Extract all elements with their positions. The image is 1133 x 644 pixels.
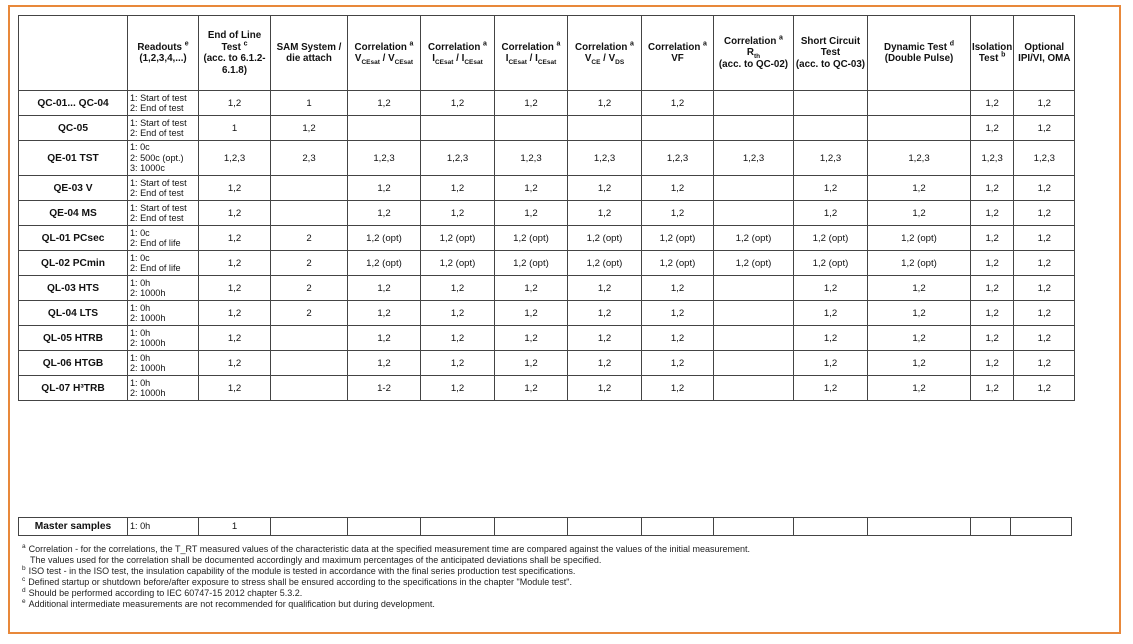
table-cell: 1,2 (868, 326, 971, 351)
column-header: Correlation $^a$ $I_{CEsat} / I_{CEsat}$ (421, 16, 495, 91)
column-header: Isolation Test $^b$ (971, 16, 1014, 91)
column-header: Correlation $^a$ VF (642, 16, 714, 91)
table-cell: 1,2 (568, 301, 642, 326)
table-cell: 1,2,3 (421, 141, 495, 176)
table-cell (642, 518, 714, 536)
table-cell: 1,2 (495, 276, 568, 301)
table-cell: 1-2 (348, 376, 421, 401)
row-label: QL-03 HTS (19, 276, 128, 301)
table-cell (868, 518, 971, 536)
table-cell: 1,2 (opt) (421, 251, 495, 276)
table-cell (714, 326, 794, 351)
table-row (19, 201, 1075, 226)
table-cell: 1,2 (794, 351, 868, 376)
table-cell: 1,2 (1014, 226, 1075, 251)
table-cell: 1,2 (642, 351, 714, 376)
table-cell: 1,2 (971, 116, 1014, 141)
column-header: End of Line Test $^c$ (acc. to 6.1.2-6.1.8) (199, 16, 271, 91)
table-cell (714, 518, 794, 536)
column-header: Correlation $^a$ $R_{th}$ (acc. to QC-02) (714, 16, 794, 91)
table-cell: 1,2 (642, 201, 714, 226)
table-cell: 1,2 (1014, 176, 1075, 201)
readouts-cell: 1: 0h 2: 1000h (128, 276, 199, 301)
table-cell: 1,2 (495, 326, 568, 351)
table-cell: 1,2 (421, 201, 495, 226)
table-cell: 1,2 (199, 176, 271, 201)
table-row (19, 351, 1075, 376)
table-cell (794, 116, 868, 141)
table-cell: 1,2 (348, 201, 421, 226)
column-header: Dynamic Test $^d$ (Double Pulse) (868, 16, 971, 91)
table-cell: 1,2 (opt) (495, 251, 568, 276)
row-label: QE-04 MS (19, 201, 128, 226)
table-cell: 1,2 (971, 226, 1014, 251)
table-cell: 1,2 (opt) (868, 226, 971, 251)
table-row (19, 141, 1075, 176)
table-cell: 1,2 (568, 351, 642, 376)
table-cell: 1,2 (495, 301, 568, 326)
table-cell: 1,2 (642, 176, 714, 201)
table-cell: 1,2 (642, 91, 714, 116)
table-cell: 1,2 (868, 301, 971, 326)
table-cell: 1,2 (1014, 301, 1075, 326)
table-cell: 1,2,3 (495, 141, 568, 176)
table-cell: 1,2 (868, 351, 971, 376)
table-cell (714, 301, 794, 326)
readouts-cell: 1: 0c 2: End of life (128, 226, 199, 251)
table-cell: 1,2 (421, 176, 495, 201)
table-cell: 1,2 (421, 276, 495, 301)
table-cell (568, 518, 642, 536)
table-cell: 2,3 (271, 141, 348, 176)
readouts-cell: 1: 0h 2: 1000h (128, 351, 199, 376)
table-cell: 1,2,3 (642, 141, 714, 176)
table-row (19, 326, 1075, 351)
table-cell: 1,2 (568, 376, 642, 401)
table-cell: 1,2 (971, 376, 1014, 401)
table-cell: 1,2 (1014, 326, 1075, 351)
table-cell: 1,2 (421, 351, 495, 376)
footnote: $^c$ Defined startup or shutdown before/after exposure to stress shall be ensured according to the specifications in the chapter "Module test". (22, 576, 572, 588)
table-cell (714, 376, 794, 401)
table-cell (421, 518, 495, 536)
table-cell: 1,2 (348, 301, 421, 326)
table-cell: 2 (271, 276, 348, 301)
table-cell (714, 351, 794, 376)
table-cell: 1,2 (794, 301, 868, 326)
table-cell: 1,2,3 (1014, 141, 1075, 176)
table-cell: 1,2 (1014, 276, 1075, 301)
master-samples-row (19, 518, 1072, 536)
table-cell: 1,2 (642, 276, 714, 301)
table-cell: 1,2 (868, 376, 971, 401)
table-cell: 1,2 (348, 91, 421, 116)
table-cell (495, 518, 568, 536)
readouts-cell: 1: Start of test 2: End of test (128, 116, 199, 141)
table-row (19, 116, 1075, 141)
table-row (19, 176, 1075, 201)
table-cell: 2 (271, 301, 348, 326)
table-cell (714, 276, 794, 301)
table-cell: 1,2 (868, 201, 971, 226)
table-cell: 1,2 (971, 301, 1014, 326)
table-cell: 1,2 (1014, 251, 1075, 276)
readouts-cell: 1: 0c 2: 500c (opt.) 3: 1000c (128, 141, 199, 176)
table-cell: 1,2 (868, 176, 971, 201)
table-cell: 1,2 (348, 276, 421, 301)
readouts-cell: 1: 0h (128, 518, 199, 536)
row-label: QC-01... QC-04 (19, 91, 128, 116)
table-cell: 1 (199, 116, 271, 141)
table-cell: 1,2 (199, 301, 271, 326)
table-cell: 1,2 (opt) (568, 251, 642, 276)
table-cell (794, 518, 868, 536)
table-cell: 1,2 (1014, 91, 1075, 116)
table-cell: 2 (271, 226, 348, 251)
table-cell: 1,2 (971, 91, 1014, 116)
row-label: QL-06 HTGB (19, 351, 128, 376)
readouts-cell: 1: 0h 2: 1000h (128, 301, 199, 326)
column-header: Correlation $^a$ $V_{CEsat} / V_{CEsat}$ (348, 16, 421, 91)
table-cell: 1,2 (1014, 116, 1075, 141)
table-cell: 1,2 (971, 251, 1014, 276)
table-cell: 1,2 (opt) (714, 251, 794, 276)
readouts-cell: 1: 0c 2: End of life (128, 251, 199, 276)
table-cell: 1,2 (495, 91, 568, 116)
table-cell: 1,2 (348, 176, 421, 201)
row-label: Master samples (19, 518, 128, 536)
table-cell (271, 376, 348, 401)
row-label: QC-05 (19, 116, 128, 141)
table-cell: 1,2 (568, 91, 642, 116)
table-cell: 1,2 (199, 201, 271, 226)
table-cell: 1,2 (495, 376, 568, 401)
table-cell: 1,2,3 (868, 141, 971, 176)
column-header: Correlation $^a$ $I_{CEsat} / I_{CEsat}$ (495, 16, 568, 91)
table-cell: 1,2,3 (348, 141, 421, 176)
table-cell: 1,2 (199, 326, 271, 351)
table-cell: 1,2 (opt) (421, 226, 495, 251)
table-cell (714, 116, 794, 141)
table-row (19, 376, 1075, 401)
table-cell: 1,2,3 (568, 141, 642, 176)
table-header-row (19, 16, 1075, 91)
column-header: Readouts $^e$ (1,2,3,4,...) (128, 16, 199, 91)
table-cell: 1,2 (opt) (642, 226, 714, 251)
table-cell: 1 (271, 91, 348, 116)
table-cell: 1,2 (642, 376, 714, 401)
footnote: $^b$ ISO test - in the ISO test, the insulation capability of the module is tested in accordance with the final series production test specifications. (22, 565, 576, 577)
table-cell: 1,2 (opt) (794, 226, 868, 251)
readouts-cell: 1: 0h 2: 1000h (128, 376, 199, 401)
readouts-cell: 1: 0h 2: 1000h (128, 326, 199, 351)
table-cell: 1,2 (opt) (794, 251, 868, 276)
table-cell (868, 91, 971, 116)
column-header: Correlation $^a$ $V_{CE} / V_{DS}$ (568, 16, 642, 91)
table-row (19, 91, 1075, 116)
row-label: QL-01 PCsec (19, 226, 128, 251)
row-label: QL-07 H³TRB (19, 376, 128, 401)
table-row (19, 226, 1075, 251)
table-cell: 1,2 (199, 276, 271, 301)
table-cell (348, 116, 421, 141)
table-cell: 1,2 (199, 251, 271, 276)
table-cell (271, 176, 348, 201)
table-row (19, 301, 1075, 326)
table-cell: 1,2 (568, 201, 642, 226)
table-cell: 1,2 (1014, 201, 1075, 226)
table-cell: 1,2 (421, 301, 495, 326)
readouts-cell: 1: Start of test 2: End of test (128, 201, 199, 226)
table-cell: 1,2 (421, 91, 495, 116)
table-cell: 1,2 (568, 326, 642, 351)
master-samples-table (18, 517, 1072, 536)
table-cell: 1,2 (794, 176, 868, 201)
column-header: Optional IPI/VI, OMA (1014, 16, 1075, 91)
table-cell: 1,2 (opt) (495, 226, 568, 251)
table-cell: 1,2 (opt) (348, 251, 421, 276)
table-cell (271, 326, 348, 351)
table-cell (568, 116, 642, 141)
table-cell (1011, 518, 1072, 536)
table-cell: 1,2 (opt) (868, 251, 971, 276)
row-label: QE-01 TST (19, 141, 128, 176)
footnote: $^e$ Additional intermediate measurements are not recommended for qualification but during development. (22, 598, 435, 610)
table-cell: 1,2 (794, 326, 868, 351)
readouts-cell: 1: Start of test 2: End of test (128, 176, 199, 201)
table-cell: 1,2 (opt) (348, 226, 421, 251)
table-cell: 1,2 (794, 276, 868, 301)
table-cell: 1,2 (348, 326, 421, 351)
table-cell (271, 351, 348, 376)
table-cell (714, 201, 794, 226)
table-cell: 1,2,3 (714, 141, 794, 176)
readouts-cell: 1: Start of test 2: End of test (128, 91, 199, 116)
table-cell: 1 (199, 518, 271, 536)
table-cell (868, 116, 971, 141)
footnotes (22, 544, 1112, 611)
table-cell (642, 116, 714, 141)
table-cell: 1,2 (348, 351, 421, 376)
table-cell: 1,2,3 (971, 141, 1014, 176)
table-cell: 1,2 (199, 376, 271, 401)
table-cell (714, 91, 794, 116)
qualification-matrix-table (18, 15, 1075, 401)
column-header: Short Circuit Test (acc. to QC-03) (794, 16, 868, 91)
table-cell (421, 116, 495, 141)
table-cell: 1,2 (495, 201, 568, 226)
row-label: QE-03 V (19, 176, 128, 201)
table-cell: 1,2 (971, 351, 1014, 376)
table-cell: 1,2 (1014, 376, 1075, 401)
table-cell: 2 (271, 251, 348, 276)
table-cell (271, 201, 348, 226)
table-row (19, 276, 1075, 301)
table-cell (714, 176, 794, 201)
table-cell: 1,2 (199, 91, 271, 116)
row-label: QL-05 HTRB (19, 326, 128, 351)
table-cell: 1,2 (495, 176, 568, 201)
footnote: The values used for the correlation shall be documented accordingly and maximum percentages of the anticipated deviations shall be specified. (30, 555, 602, 566)
column-header (19, 16, 128, 91)
table-cell: 1,2 (opt) (714, 226, 794, 251)
table-cell: 1,2 (568, 276, 642, 301)
table-row (19, 251, 1075, 276)
table-cell (348, 518, 421, 536)
table-cell: 1,2 (971, 176, 1014, 201)
table-cell: 1,2 (opt) (642, 251, 714, 276)
table-cell: 1,2 (794, 376, 868, 401)
row-label: QL-02 PCmin (19, 251, 128, 276)
table-cell: 1,2 (971, 201, 1014, 226)
table-cell: 1,2,3 (794, 141, 868, 176)
table-cell: 1,2 (421, 326, 495, 351)
row-label: QL-04 LTS (19, 301, 128, 326)
footnote: $^d$ Should be performed according to IEC 60747-15 2012 chapter 5.3.2. (22, 587, 303, 599)
table-cell: 1,2 (642, 301, 714, 326)
table-cell: 1,2 (971, 276, 1014, 301)
table-cell (794, 91, 868, 116)
table-cell (495, 116, 568, 141)
table-cell: 1,2 (opt) (568, 226, 642, 251)
table-cell: 1,2 (1014, 351, 1075, 376)
table-cell: 1,2 (642, 326, 714, 351)
table-cell: 1,2 (199, 351, 271, 376)
table-cell: 1,2 (495, 351, 568, 376)
table-cell: 1,2 (568, 176, 642, 201)
table-cell: 1,2 (794, 201, 868, 226)
table-cell: 1,2,3 (199, 141, 271, 176)
table-cell: 1,2 (971, 326, 1014, 351)
table-cell: 1,2 (271, 116, 348, 141)
table-cell: 1,2 (199, 226, 271, 251)
column-header: SAM System / die attach (271, 16, 348, 91)
table-cell: 1,2 (421, 376, 495, 401)
table-cell: 1,2 (868, 276, 971, 301)
table-cell (271, 518, 348, 536)
table-cell (971, 518, 1011, 536)
footnote: $^a$ Correlation - for the correlations, the T_RT measured values of the characteristic data at the specified measurement time are compared against the values of the initial measurement. (22, 543, 750, 554)
